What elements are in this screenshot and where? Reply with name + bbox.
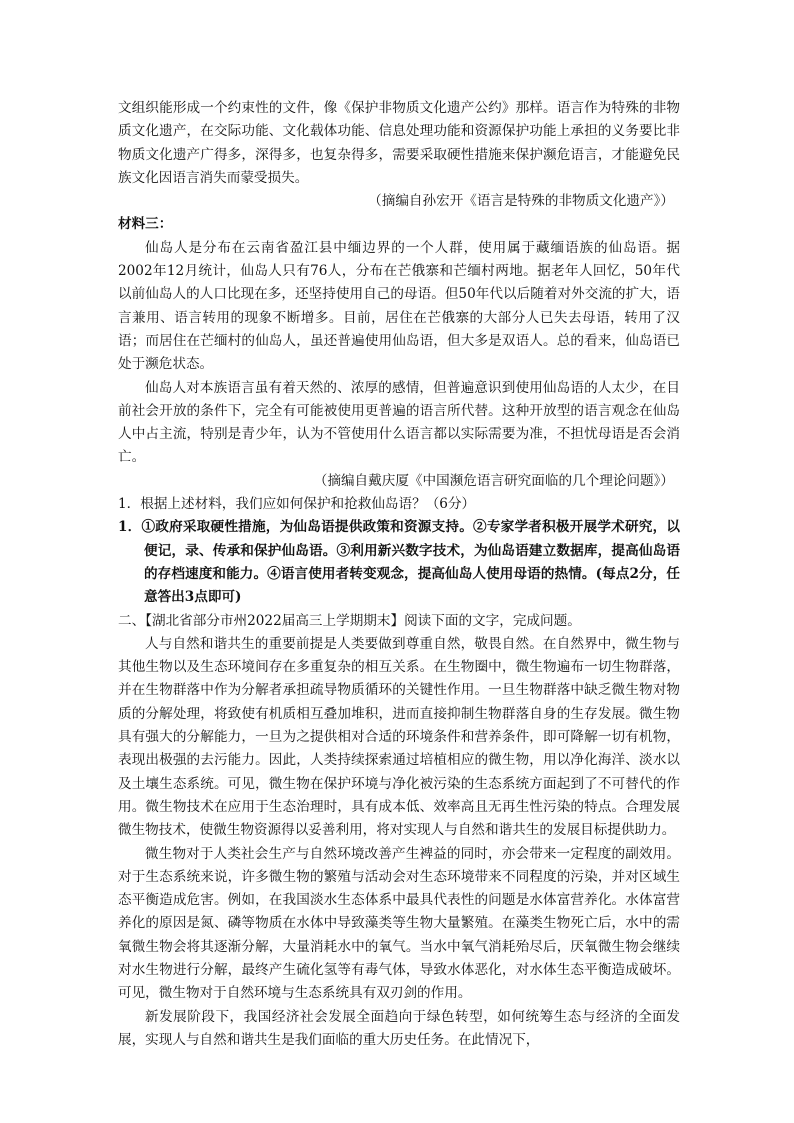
material3-heading: 材料三： xyxy=(118,216,173,233)
section-2-paragraph-2: 微生物对于人类社会生产与自然环境改善产生裨益的同时，亦会带来一定程度的副效用。对于生态系统来说，许多微生物的繁殖与活动会对生态环境带来不同程度的污染，并对区域生态平衡造成危害。例如，在我国淡水生态体系中最具代表性的问题是水体富营养化。水体富营养化的原因是氮、磷等物质在水体中导致藻类等生物大量繁殖。在藻类生物死亡后，水中的需氧微生物会将其逐渐分解，大量消耗水中的氧气。当水中氧气消耗殆尽后，厌氧微生物会继续对水生物进行分解，最终产生硫化氢等有毒气体，导致水体恶化，对水体生态平衡造成破坏。可见，微生物对于自然环境与生态系统具有双刃剑的作用。 xyxy=(118,845,680,1002)
material3-paragraph-2: 仙岛人对本族语言虽有着天然的、浓厚的感情，但普遍意识到使用仙岛语的人太少，在目前社会开放的条件下，完全有可能被使用更普遍的语言所代替。这种开放型的语言观念在仙岛人中占主流，特别是青少年，认为不管使用什么语言都以实际需要为准，不担忧母语是否会消亡。 xyxy=(118,379,680,466)
material3-paragraph-1: 仙岛人是分布在云南省盈江县中缅边界的一个人群，使用属于藏缅语族的仙岛语。据2002年12月统计，仙岛人只有76人，分布在芒俄寨和芒缅村两地。据老年人回忆，50年代以前仙岛人的人口比现在多，还坚持使用自己的母语。但50年代以后随着对外交流的扩大，语言兼用、语言转用的现象不断增多。目前，居住在芒俄寨的大部分人已失去母语，转用了汉语；而居住在芒缅村的仙岛人，虽还普遍使用仙岛语，但大多是双语人。总的看来，仙岛语已处于濒危状态。 xyxy=(118,239,680,373)
section-2-paragraph-1: 人与自然和谐共生的重要前提是人类要做到尊重自然，敬畏自然。在自然界中，微生物与其他生物以及生态环境间存在多重复杂的相互关系。在生物圈中，微生物遍布一切生物群落，并在生物群落中作为分解者承担疏导物质循环的关键性作用。一旦生物群落中缺乏微生物对物质的分解处理，将致使有机质相互叠加堆积，进而直接抑制生物群落自身的生存发展。微生物具有强大的分解能力，一旦为之提供相对合适的环境条件和营养条件，即可降解一切有机物，表现出极强的去污能力。因此，人类持续探索通过培植相应的微生物，用以净化海洋、淡水以及土壤生态系统。可见，微生物在保护环境与净化被污染的生态系统方面起到了不可替代的作用。微生物技术在应用于生态治理时，具有成本低、效率高且无再生性污染的特点。合理发展微生物技术，使微生物资源得以妥善利用，将对实现人与自然和谐共生的发展目标提供助力。 xyxy=(118,635,680,839)
section-2-paragraph-3: 新发展阶段下，我国经济社会发展全面趋向于绿色转型，如何统筹生态与经济的全面发展，实现人与自然和谐共生是我们面临的重大历史任务。在此情况下， xyxy=(118,1008,680,1048)
answer-1: 1．①政府采取硬性措施，为仙岛语提供政策和资源支持。②专家学者积极开展学术研究，以便记，录、传承和保护仙岛语。③利用新兴数字技术，为仙岛语建立数据库，提高仙岛语的存档速度和能力。④语言使用者转变观念，提高仙岛人使用母语的热情。(每点2分，任意答出3点即可) xyxy=(118,519,680,606)
section-2-intro: 二、【湖北省部分市州2022届高三上学期期末】阅读下面的文字，完成问题。 xyxy=(118,612,581,629)
question-1: 1．根据上述材料，我们应如何保护和抢救仙岛语？（6分） xyxy=(118,496,476,513)
material3-source: （摘编自戴庆厦《中国濒危语言研究面临的几个理论问题》） xyxy=(313,472,674,489)
document-page xyxy=(118,97,680,1052)
material2-source: （摘编自孙宏开《语言是特殊的非物质文化遗产》） xyxy=(368,193,674,210)
material2-tail-paragraph: 文组织能形成一个约束性的文件，像《保护非物质文化遗产公约》那样。语言作为特殊的非物质文化遗产，在交际功能、文化载体功能、信息处理功能和资源保护功能上承担的义务要比非物质文化遗产广得多，深得多，也复杂得多，需要采取硬性措施来保护濒危语言，才能避免民族文化因语言消失而蒙受损失。 xyxy=(118,100,680,186)
